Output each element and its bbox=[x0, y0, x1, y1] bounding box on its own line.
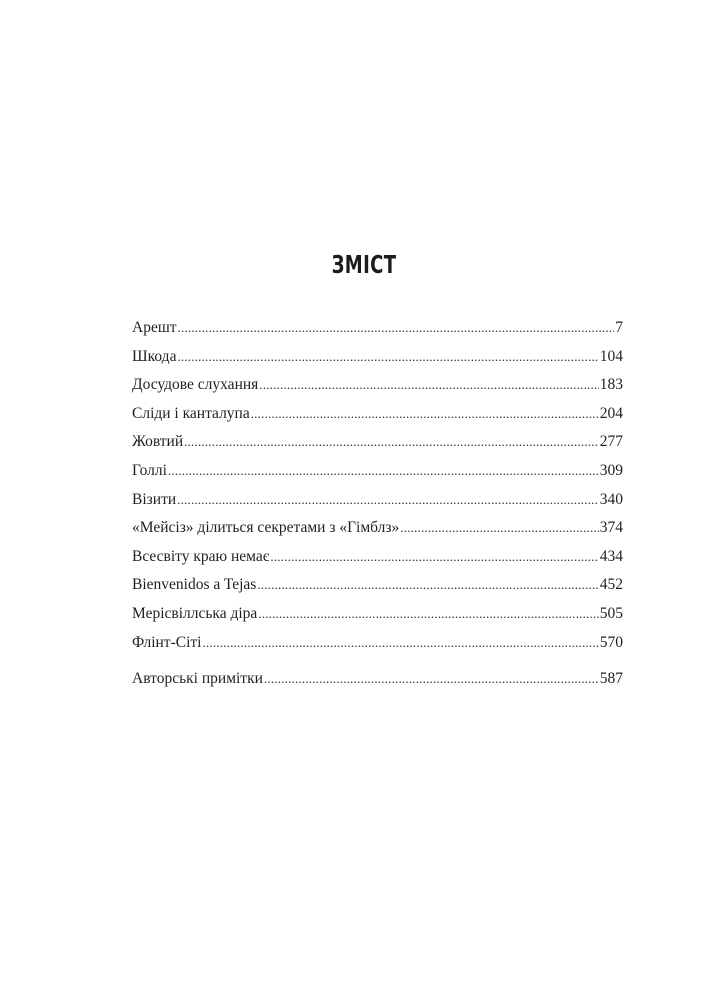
toc-entry-footprints-and-cantaloupe bbox=[132, 400, 623, 429]
toc-entry-label: Всесвіту краю немає bbox=[132, 547, 270, 565]
toc-entry-page-number: 277 bbox=[599, 433, 623, 451]
toc-entry-label: Досудове слухання bbox=[132, 376, 259, 394]
toc-entry-no-end-to-universe bbox=[132, 543, 623, 572]
toc-entry-yellow bbox=[132, 428, 623, 457]
toc-entry-page-number: 340 bbox=[599, 490, 623, 508]
dot-leader bbox=[400, 514, 599, 543]
dot-leader bbox=[257, 571, 598, 600]
toc-entry-page-number: 204 bbox=[599, 404, 623, 422]
toc-entry-bienvenidos-a-tejas bbox=[132, 571, 623, 600]
dot-leader bbox=[177, 486, 599, 515]
toc-entry-label: «Мейсіз» ділиться секретами з «Гімблз» bbox=[132, 519, 400, 537]
toc-entry-label: Арешт bbox=[132, 319, 177, 336]
dot-leader bbox=[270, 543, 598, 572]
page-title: ЗМІСТ bbox=[331, 250, 397, 279]
toc-entry-label: Флінт-Сіті bbox=[132, 633, 202, 651]
dot-leader bbox=[264, 665, 599, 694]
toc-entry-author-notes bbox=[132, 665, 623, 694]
toc-entry-page-number: 452 bbox=[599, 576, 623, 594]
toc-entry-page-number: 587 bbox=[599, 670, 623, 688]
toc-entry-visits bbox=[132, 486, 623, 515]
dot-leader bbox=[258, 600, 598, 629]
toc-entry-label: Жовтий bbox=[132, 433, 184, 451]
toc-entry-label: Авторські примітки bbox=[132, 670, 263, 688]
dot-leader bbox=[202, 629, 598, 658]
toc-entry-arrest bbox=[132, 314, 623, 343]
toc-entry-flint-city bbox=[132, 629, 623, 658]
toc-entry-page-number: 434 bbox=[599, 547, 623, 565]
toc-entry-page-number: 7 bbox=[615, 319, 623, 336]
dot-leader bbox=[178, 314, 615, 343]
toc-entry-page-number: 505 bbox=[599, 604, 623, 622]
toc-entry-label: Bienvenidos a Tejas bbox=[132, 576, 257, 594]
dot-leader bbox=[251, 400, 599, 429]
toc-entry-pretrial-hearing bbox=[132, 371, 623, 400]
dot-leader bbox=[177, 343, 598, 372]
toc-entry-page-number: 309 bbox=[599, 461, 623, 479]
toc-entry-page-number: 183 bbox=[599, 376, 623, 394]
toc-entry-label: Візити bbox=[132, 490, 177, 508]
dot-leader bbox=[168, 457, 599, 486]
toc-entry-label: Голлі bbox=[132, 461, 167, 479]
toc-entry-label: Мерісвіллська діра bbox=[132, 604, 258, 622]
toc-entry-damage bbox=[132, 343, 623, 372]
toc-entry-macys-gimbels bbox=[132, 514, 623, 543]
toc-entry-marysville-hole bbox=[132, 600, 623, 629]
toc-entry-label: Сліди і канталупа bbox=[132, 404, 250, 422]
dot-leader bbox=[184, 428, 599, 457]
table-of-contents bbox=[132, 314, 623, 694]
toc-entry-label: Шкода bbox=[132, 347, 177, 365]
toc-entry-page-number: 570 bbox=[599, 633, 623, 651]
toc-entry-page-number: 374 bbox=[599, 519, 623, 537]
toc-entry-holly bbox=[132, 457, 623, 486]
toc-entry-page-number: 104 bbox=[599, 347, 623, 365]
dot-leader bbox=[259, 371, 598, 400]
